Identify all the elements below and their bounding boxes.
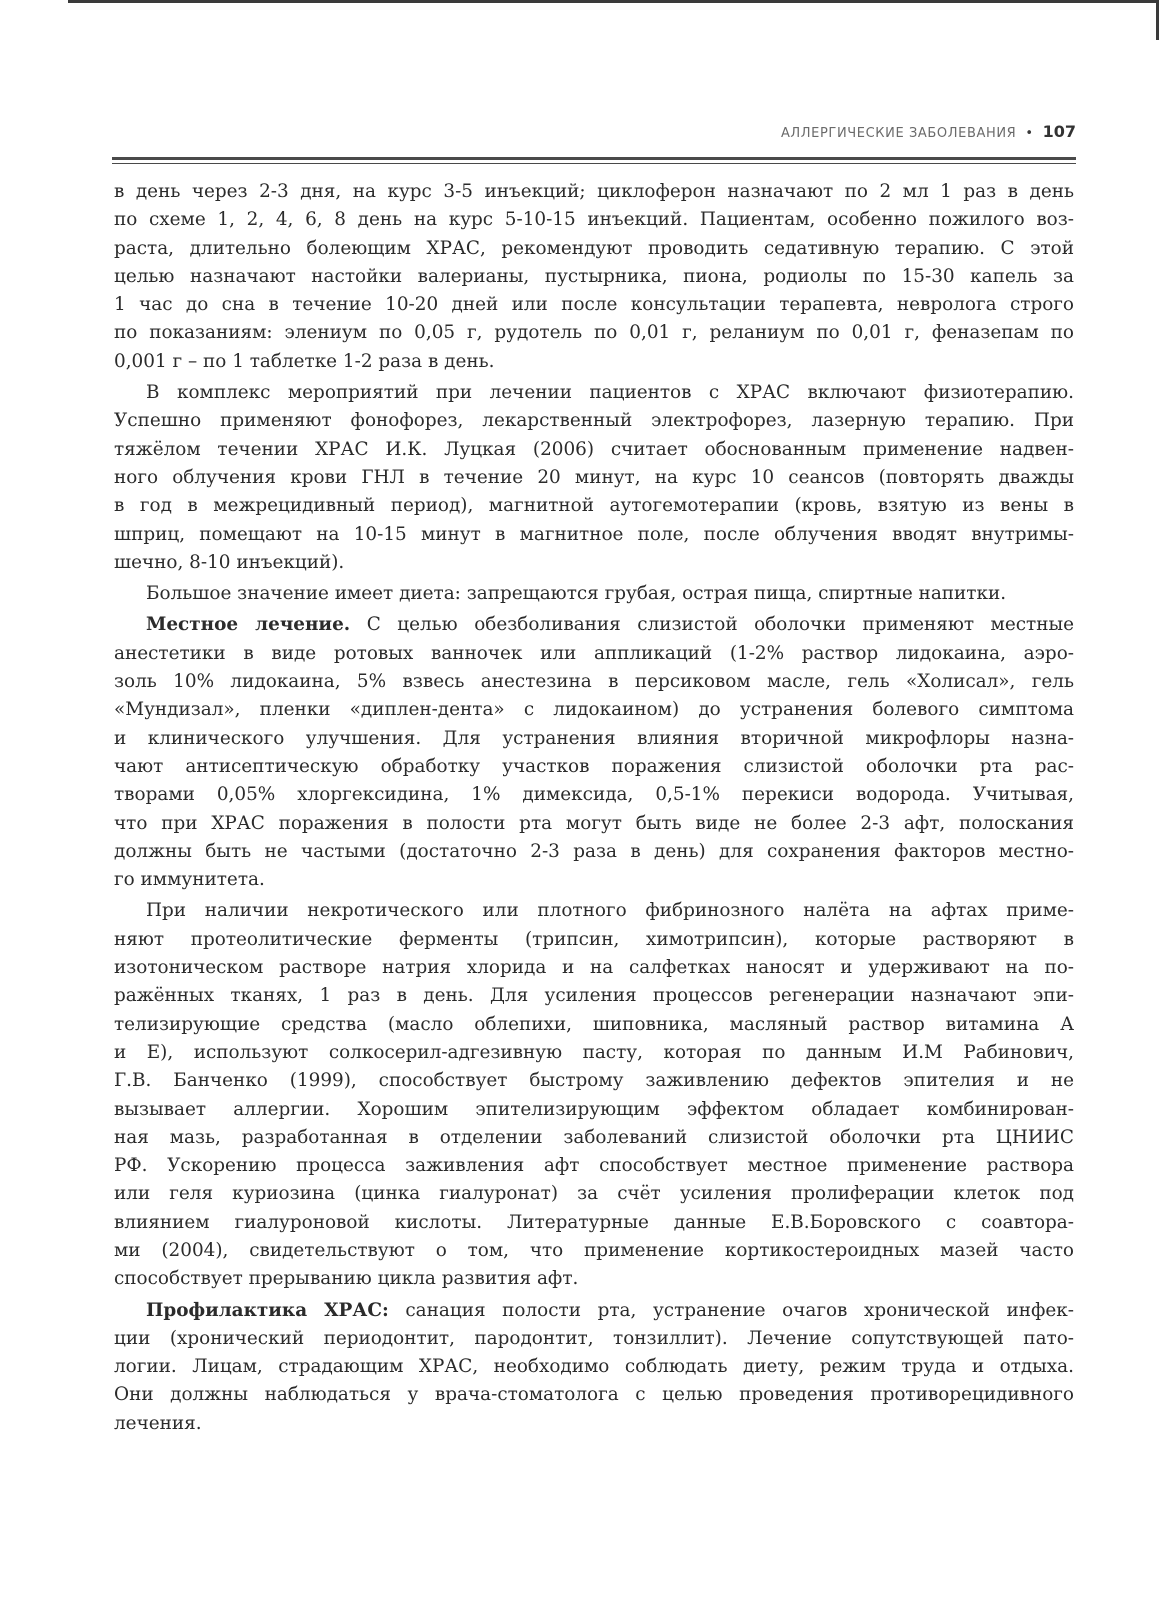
text-line: РФ. Ускорению процесса заживления афт способствует местное применение раствора (114, 1155, 1074, 1177)
text-line: 1 час до сна в течение 10-20 дней или после консультации терапевта, невролога строго (114, 294, 1074, 316)
text-line: ми (2004), свидетельствуют о том, что применение кортикостероидных мазей часто (114, 1239, 1074, 1261)
paragraph (114, 897, 1074, 1293)
text-line: «Мундизал», пленки «диплен-дента» с лидокаином) до устранения болевого симптома (114, 699, 1074, 721)
text-line: чают антисептическую обработку участков поражения слизистой оболочки рта рас- (114, 755, 1074, 777)
header-bullet: • (1025, 126, 1034, 141)
text-line: ная мазь, разработанная в отделении заболеваний слизистой оболочки рта ЦНИИС (114, 1126, 1074, 1148)
text-line: лечения. (114, 1412, 202, 1434)
text-line: шприц, помещают на 10-15 минут в магнитное поле, после облучения вводят внутримы- (114, 523, 1074, 545)
text-line: ции (хронический периодонтит, пародонтит, тонзиллит). Лечение сопутствующей пато- (114, 1327, 1074, 1349)
paragraph-lead: Профилактика ХРАС: (146, 1299, 389, 1321)
text-line: 0,001 г – по 1 таблетке 1-2 раза в день. (114, 350, 495, 372)
page-top-edge (68, 0, 1159, 3)
text-line: го иммунитета. (114, 869, 265, 891)
text-line: вызывает аллергии. Хорошим эпителизирующим эффектом обладает комбинирован- (114, 1098, 1074, 1120)
section-title: АЛЛЕРГИЧЕСКИЕ ЗАБОЛЕВАНИЯ (780, 126, 1017, 141)
running-header (112, 122, 1076, 141)
line-text: санация полости рта, устранение очагов хронической инфек- (388, 1299, 1074, 1321)
text-line (114, 611, 1074, 639)
text-line: ражённых тканях, 1 раз в день. Для усиления процессов регенерации назначают эпи- (114, 985, 1074, 1007)
paragraph-lead: Местное лечение. (146, 614, 351, 636)
paragraph (114, 178, 1074, 376)
text-line: изотоническом растворе натрия хлорида и на салфетках наносят и удерживают на по- (114, 957, 1074, 979)
paragraph (114, 611, 1074, 894)
text-line: анестетики в виде ротовых ванночек или аппликаций (1-2% раствор лидокаина, аэро- (114, 642, 1074, 664)
paragraph (114, 580, 1074, 608)
header-rule-thin (112, 163, 1076, 164)
page-number: 107 (1042, 122, 1076, 141)
text-line: телизирующие средства (масло облепихи, шиповника, масляный раствор витамина А (114, 1013, 1074, 1035)
text-line: При наличии некротического или плотного фибринозного налёта на афтах приме- (146, 900, 1074, 922)
text-line: тяжёлом течении ХРАС И.К. Луцкая (2006) считает обоснованным применение надвен- (114, 438, 1074, 460)
text-line: что при ХРАС поражения в полости рта могут быть виде не более 2-3 афт, полоскания (114, 812, 1074, 834)
paragraph (114, 379, 1074, 577)
text-line: раста, длительно болеющим ХРАС, рекомендуют проводить седативную терапию. С этой (114, 237, 1074, 259)
text-line: В комплекс мероприятий при лечении пациентов с ХРАС включают физиотерапию. (146, 382, 1074, 404)
body-text (114, 178, 1074, 1441)
text-line: творами 0,05% хлоргексидина, 1% димексида, 0,5-1% перекиси водорода. Учитывая, (114, 784, 1074, 806)
text-line: Г.В. Банченко (1999), способствует быстрому заживлению дефектов эпителия и не (114, 1070, 1074, 1092)
text-line: шечно, 8-10 инъекций). (114, 551, 345, 573)
text-line: Они должны наблюдаться у врача-стоматолога с целью проведения противорецидивного (114, 1384, 1074, 1406)
text-line (114, 1297, 1074, 1325)
text-line: няют протеолитические ферменты (трипсин, химотрипсин), которые растворяют в (114, 928, 1074, 950)
line-text: С целью обезболивания слизистой оболочки применяют местные (350, 614, 1074, 636)
text-line: и Е), используют солкосерил-адгезивную пасту, которая по данным И.М Рабинович, (114, 1041, 1074, 1063)
text-line: Успешно применяют фонофорез, лекарственный электрофорез, лазерную терапию. При (114, 410, 1074, 432)
text-line: способствует прерыванию цикла развития афт. (114, 1268, 579, 1290)
text-line: или геля куриозина (цинка гиалуронат) за счёт усиления пролиферации клеток под (114, 1183, 1074, 1205)
text-line: должны быть не частыми (достаточно 2-3 раза в день) для сохранения факторов местно- (114, 840, 1074, 862)
text-line: логии. Лицам, страдающим ХРАС, необходимо соблюдать диету, режим труда и отдыха. (114, 1356, 1074, 1378)
text-line: в год в межрецидивный период), магнитной аутогемотерапии (кровь, взятую из вены в (114, 495, 1074, 517)
header-rule-thick (112, 157, 1076, 160)
text-line: золь 10% лидокаина, 5% взвесь анестезина в персиковом масле, гель «Холисал», гель (114, 671, 1074, 693)
text-line: по схеме 1, 2, 4, 6, 8 день на курс 5-10-15 инъекций. Пациентам, особенно пожилого воз- (114, 209, 1074, 231)
text-line: в день через 2-3 дня, на курс 3-5 инъекций; циклоферон назначают по 2 мл 1 раз в день (114, 181, 1074, 202)
text-line: Большое значение имеет диета: запрещаются грубая, острая пища, спиртные напитки. (146, 583, 1007, 605)
text-line: и клинического улучшения. Для устранения влияния вторичной микрофлоры назна- (114, 727, 1074, 749)
text-line: влиянием гиалуроновой кислоты. Литературные данные Е.В.Боровского с соавтора- (114, 1211, 1074, 1233)
paragraph (114, 1297, 1074, 1438)
text-line: целью назначают настойки валерианы, пустырника, пиона, родиолы по 15-30 капель за (114, 265, 1074, 287)
text-line: ного облучения крови ГНЛ в течение 20 минут, на курс 10 сеансов (повторять дважды (114, 466, 1074, 488)
text-line: по показаниям: элениум по 0,05 г, рудотель по 0,01 г, реланиум по 0,01 г, феназепам по (114, 322, 1074, 344)
